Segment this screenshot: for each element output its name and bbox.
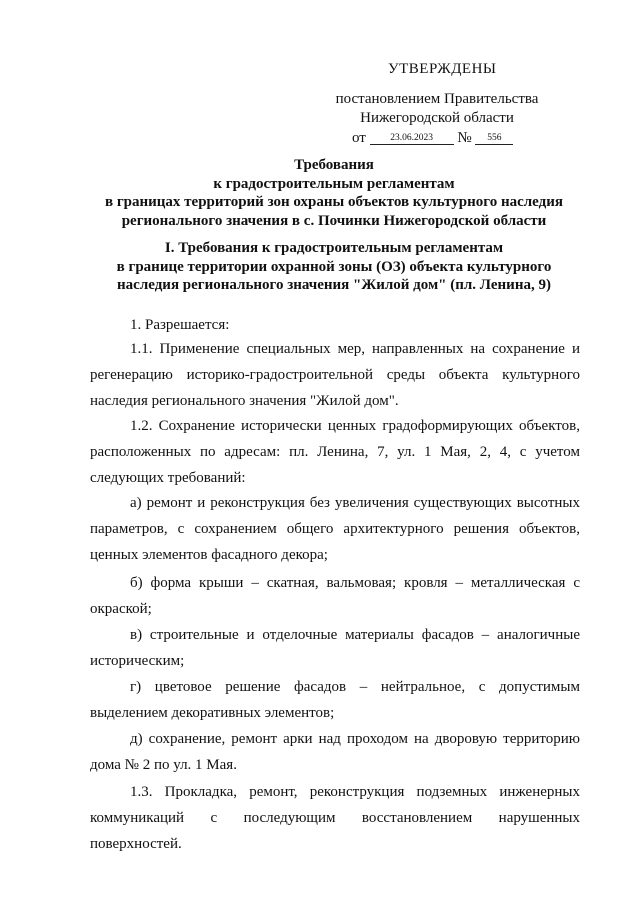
paragraph-1-1: 1.1. Применение специальных мер, направленных на сохранение и регенерацию историко-градостроительной среды объекта культурного наследия регионального значения "Жилой дом".	[90, 341, 580, 409]
paragraph-1-3	[90, 779, 580, 857]
section-line-2: в границе территории охранной зоны (ОЗ) объекта культурного	[116, 258, 552, 275]
approval-date: 23.06.2023	[370, 132, 454, 145]
section-line-3: наследия регионального значения "Жилой дом" (пл. Ленина, 9)	[117, 277, 551, 293]
item-v: в) строительные и отделочные материалы фасадов – аналогичные историческим;	[90, 627, 580, 669]
number-prefix: №	[457, 130, 472, 146]
date-prefix: от	[352, 130, 366, 146]
approval-line-2: Нижегородской области	[360, 110, 514, 126]
paragraph-1-3-line-1: 1.3. Прокладка, ремонт, реконструкция подземных инженерных	[130, 784, 580, 800]
item-b: б) форма крыши – скатная, вальмовая; кровля – металлическая с окраской;	[90, 575, 580, 617]
item-g: г) цветовое решение фасадов – нейтральное, с допустимым выделением декоративных элементов;	[90, 679, 580, 721]
item-a: а) ремонт и реконструкция без увеличения существующих высотных параметров, с сохранением общего архитектурного решения объектов, ценных элементов фасадного декора;	[90, 495, 580, 563]
document-title	[70, 156, 598, 230]
approval-heading: УТВЕРЖДЕНЫ	[388, 61, 497, 77]
approval-line-1: постановлением Правительства	[335, 91, 539, 107]
section-heading	[70, 239, 598, 295]
paragraph-1: 1. Разрешается:	[130, 317, 230, 333]
approval-date-line	[332, 129, 572, 148]
paragraph-1-3-line-3: поверхностей.	[90, 836, 182, 852]
paragraph-1-2: 1.2. Сохранение исторически ценных градоформирующих объектов, расположенных по адресам: пл. Ленина, 7, ул. 1 Мая, 2, 4, с учетом следующих требований:	[90, 418, 580, 486]
approval-stamp	[332, 60, 572, 148]
title-line-2: к градостроительным регламентам	[213, 175, 455, 192]
title-line-1: Требования	[294, 157, 374, 173]
item-d: д) сохранение, ремонт арки над проходом на дворовую территорию дома № 2 по ул. 1 Мая.	[90, 731, 580, 773]
section-line-1: I. Требования к градостроительным регламентам	[164, 240, 504, 256]
title-line-4: регионального значения в с. Починки Нижегородской области	[121, 212, 547, 229]
paragraph-1-3-line-2: коммуникаций с последующим восстановлением нарушенных	[90, 810, 580, 826]
approval-number: 556	[475, 132, 513, 145]
title-line-3: в границах территорий зон охраны объектов культурного наследия	[104, 194, 563, 210]
